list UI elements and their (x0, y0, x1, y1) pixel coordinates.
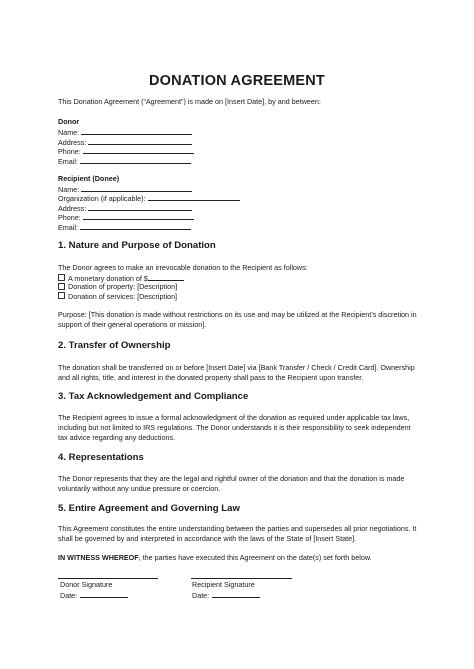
recipient-address-label: Address: (58, 203, 87, 213)
donor-date-label: Date: (60, 591, 78, 600)
option-monetary-label: A monetary donation of $ (68, 273, 148, 283)
option-monetary-line (148, 273, 184, 281)
recipient-phone-label: Phone: (58, 213, 81, 222)
section-4-line-1: The Donor represents that they are the legal and rightful owner of the donation and that the donation is made (58, 474, 405, 483)
donor-email-line (80, 156, 191, 164)
section-3-heading: 3. Tax Acknowledgement and Compliance (58, 391, 249, 402)
donor-date-line[interactable] (80, 590, 128, 598)
section-4-line-2: voluntarily without any undue pressure or coercion. (58, 484, 221, 493)
recipient-phone-line (83, 212, 194, 220)
section-5-line-2: shall be governed by and interpreted in accordance with the laws of the State of [Insert State]. (58, 534, 357, 543)
recipient-heading: Recipient (Donee) (58, 174, 120, 183)
witness-rest-text: , the parties have executed this Agreement on the date(s) set forth below. (138, 553, 372, 562)
recipient-email-label: Email: (58, 222, 78, 232)
recipient-signature-label: Recipient Signature (192, 580, 255, 589)
donor-address-line (88, 137, 192, 145)
section-2-heading: 2. Transfer of Ownership (58, 340, 171, 351)
recipient-date-field (192, 590, 260, 601)
section-2-line-2: and all rights, title, and interest in the donated property shall pass to the Recipient upon transfer. (58, 373, 364, 382)
donor-date-field (60, 590, 128, 601)
donor-name-line (81, 127, 192, 135)
option-property-label: Donation of property: [Description] (68, 282, 178, 291)
purpose-line-1: Purpose: [This donation is made without restrictions on its use and may be utilized at the Recipient’s discretion in (58, 310, 417, 319)
section-3-line-2: including but not limited to IRS regulations. The Donor understands it is their responsibility to seek independent (58, 423, 411, 432)
intro-text: This Donation Agreement (“Agreement”) is made on [Insert Date], by and between: (58, 97, 321, 106)
recipient-address-line (88, 203, 192, 211)
donor-heading: Donor (58, 117, 80, 126)
section-3-line-1: The Recipient agrees to issue a formal acknowledgment of the donation as required under applicable tax laws, (58, 413, 410, 422)
document-title: DONATION AGREEMENT (149, 73, 325, 89)
donor-address-label: Address: (58, 137, 87, 147)
section-1-heading: 1. Nature and Purpose of Donation (58, 240, 216, 251)
recipient-organization-label: Organization (if applicable): (58, 194, 146, 203)
section-5-line-1: This Agreement constitutes the entire understanding between the parties and supersedes all prior negotiations. It (58, 524, 417, 533)
recipient-email-field (58, 222, 191, 233)
donor-signature-label: Donor Signature (60, 580, 113, 589)
recipient-organization-line (148, 193, 240, 201)
recipient-email-line (80, 222, 191, 230)
recipient-name-line (81, 184, 192, 192)
purpose-line-2: support of their general operations or mission]. (58, 320, 207, 329)
section-3-line-3: tax advice regarding any deductions. (58, 433, 176, 442)
checkbox-icon[interactable] (58, 283, 65, 290)
checkbox-icon[interactable] (58, 292, 65, 299)
recipient-name-label: Name: (58, 184, 80, 194)
recipient-date-label: Date: (192, 591, 210, 600)
checkbox-icon[interactable] (58, 274, 65, 281)
donor-email-label: Email: (58, 156, 78, 166)
section-2-line-1: The donation shall be transferred on or before [Insert Date] via [Bank Transfer / Check / Credit Card]. Ownership (58, 363, 415, 372)
option-services-label: Donation of services: [Description] (68, 291, 178, 301)
section-4-heading: 4. Representations (58, 452, 144, 463)
donor-signature-line[interactable] (58, 578, 158, 579)
recipient-date-line[interactable] (212, 590, 260, 598)
donor-phone-label: Phone: (58, 147, 81, 156)
section-1-lead: The Donor agrees to make an irrevocable donation to the Recipient as follows: (58, 263, 308, 272)
donor-name-label: Name: (58, 128, 80, 137)
witness-statement (58, 553, 372, 563)
witness-bold-text: IN WITNESS WHEREOF (58, 553, 139, 562)
section-5-heading: 5. Entire Agreement and Governing Law (58, 503, 240, 514)
option-property (58, 282, 177, 292)
donor-email-field (58, 156, 191, 167)
option-services (58, 292, 177, 302)
recipient-signature-line[interactable] (191, 578, 292, 579)
donor-phone-line (83, 146, 194, 154)
